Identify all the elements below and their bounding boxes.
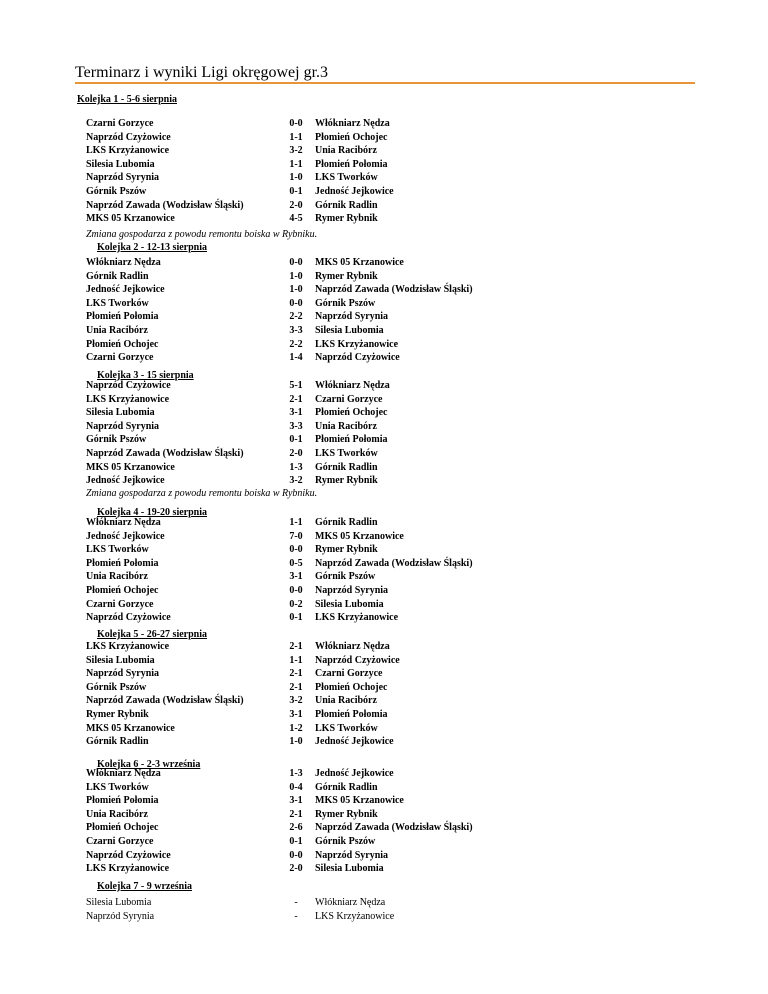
match-score: - xyxy=(294,910,298,922)
away-team: LKS Krzyżanowice xyxy=(315,338,399,350)
match-score: 1-4 xyxy=(289,352,303,364)
match-score: 0-0 xyxy=(289,849,303,861)
round-heading: Kolejka 7 - 9 września xyxy=(97,881,192,892)
match-row xyxy=(86,324,686,338)
match-score: - xyxy=(294,897,298,908)
match-score: 1-1 xyxy=(289,131,303,143)
away-team: Górnik Radlin xyxy=(315,781,378,793)
away-team: Włókniarz Nędza xyxy=(315,118,390,129)
title-divider xyxy=(75,82,695,84)
match-row xyxy=(86,474,686,488)
away-team: Płomień Ochojec xyxy=(315,407,388,419)
match-row xyxy=(86,694,686,708)
home-team: Czarni Gorzyce xyxy=(86,118,154,129)
match-row xyxy=(86,270,686,284)
away-team: Silesia Lubomia xyxy=(315,325,384,336)
away-team: LKS Krzyżanowice xyxy=(315,612,399,624)
home-team: LKS Tworków xyxy=(86,781,149,793)
match-score: 3-1 xyxy=(289,571,303,583)
match-score: 3-3 xyxy=(289,325,303,336)
match-score: 0-0 xyxy=(289,297,303,309)
match-row xyxy=(86,433,686,447)
home-team: Silesia Lubomia xyxy=(86,158,155,170)
away-team: Naprzód Syrynia xyxy=(315,311,389,323)
away-team: Górnik Radlin xyxy=(315,199,378,211)
match-row xyxy=(86,131,686,145)
home-team: Naprzód Syrynia xyxy=(86,668,160,680)
away-team: MKS 05 Krzanowice xyxy=(315,257,404,268)
match-row xyxy=(86,185,686,199)
away-team: Rymer Rybnik xyxy=(315,544,378,556)
match-row xyxy=(86,461,686,475)
round-heading: Kolejka 6 - 2-3 września xyxy=(97,759,201,770)
match-row xyxy=(86,158,686,172)
home-team: Jedność Jejkowice xyxy=(86,284,165,296)
home-team: Górnik Pszów xyxy=(86,186,147,197)
home-team: LKS Krzyżanowice xyxy=(86,641,170,652)
home-team: Jedność Jejkowice xyxy=(86,475,165,487)
home-team: Naprzód Zawada (Wodzisław Śląski) xyxy=(86,448,244,459)
home-team: MKS 05 Krzanowice xyxy=(86,461,175,473)
home-team: Płomień Połomia xyxy=(86,795,159,807)
away-team: LKS Tworków xyxy=(315,448,378,459)
home-team: Naprzód Czyżowice xyxy=(86,380,171,391)
match-score: 3-2 xyxy=(289,475,303,487)
round-heading: Kolejka 4 - 19-20 sierpnia xyxy=(97,507,207,518)
away-team: Silesia Lubomia xyxy=(315,598,384,610)
page-title: Terminarz i wyniki Ligi okręgowej gr.3 xyxy=(75,64,329,81)
home-team: LKS Tworków xyxy=(86,544,149,556)
away-team: Czarni Gorzyce xyxy=(315,393,383,405)
match-row xyxy=(86,767,686,781)
away-team: Unia Racibórz xyxy=(315,145,377,157)
match-row xyxy=(86,310,686,324)
match-score: 1-0 xyxy=(289,284,303,296)
match-score: 0-0 xyxy=(289,544,303,556)
match-row xyxy=(86,681,686,695)
match-score: 2-6 xyxy=(289,822,303,834)
match-row xyxy=(86,212,686,226)
home-team: Naprzód Zawada (Wodzisław Śląski) xyxy=(86,199,244,211)
match-score: 1-3 xyxy=(289,768,303,779)
home-team: Unia Racibórz xyxy=(86,325,148,336)
away-team: MKS 05 Krzanowice xyxy=(315,530,404,542)
away-team: Rymer Rybnik xyxy=(315,270,378,282)
away-team: Płomień Połomia xyxy=(315,709,388,720)
home-team: Płomień Ochojec xyxy=(86,338,159,350)
home-team: LKS Tworków xyxy=(86,297,149,309)
home-team: Silesia Lubomia xyxy=(86,897,152,908)
home-team: Jedność Jejkowice xyxy=(86,530,165,542)
match-row xyxy=(86,781,686,795)
match-score: 3-1 xyxy=(289,407,303,419)
match-row xyxy=(86,611,686,625)
match-score: 1-1 xyxy=(289,158,303,170)
match-row xyxy=(86,794,686,808)
home-team: Włókniarz Nędza xyxy=(86,517,161,528)
round-heading: Kolejka 3 - 15 sierpnia xyxy=(97,370,194,381)
home-team: Naprzód Syrynia xyxy=(86,172,160,184)
match-score: 3-2 xyxy=(289,695,303,707)
match-score: 1-2 xyxy=(289,722,303,734)
match-row xyxy=(86,708,686,722)
match-score: 0-1 xyxy=(289,434,303,446)
match-score: 3-2 xyxy=(289,145,303,157)
match-score: 1-0 xyxy=(289,270,303,282)
match-score: 2-1 xyxy=(289,393,303,405)
home-team: Unia Racibórz xyxy=(86,808,148,820)
away-team: LKS Krzyżanowice xyxy=(315,910,395,922)
home-team: Silesia Lubomia xyxy=(86,407,155,419)
match-score: 0-0 xyxy=(289,118,303,129)
away-team: Górnik Radlin xyxy=(315,517,378,528)
home-team: Płomień Połomia xyxy=(86,557,159,569)
away-team: Naprzód Zawada (Wodzisław Śląski) xyxy=(315,557,473,569)
match-score: 5-1 xyxy=(289,380,303,391)
match-score: 2-1 xyxy=(289,641,303,652)
match-row xyxy=(86,351,686,365)
away-team: Jedność Jejkowice xyxy=(315,768,394,779)
away-team: Włókniarz Nędza xyxy=(315,380,390,391)
match-row xyxy=(86,640,686,654)
home-team: Górnik Pszów xyxy=(86,681,147,693)
match-row xyxy=(86,722,686,736)
match-row xyxy=(86,283,686,297)
home-team: LKS Krzyżanowice xyxy=(86,863,170,875)
match-score: 1-3 xyxy=(289,461,303,473)
match-row xyxy=(86,896,686,910)
away-team: MKS 05 Krzanowice xyxy=(315,795,404,807)
home-team: Włókniarz Nędza xyxy=(86,257,161,268)
home-team: Czarni Gorzyce xyxy=(86,598,154,610)
match-score: 1-1 xyxy=(289,654,303,666)
home-team: Górnik Radlin xyxy=(86,736,149,748)
away-team: Płomień Połomia xyxy=(315,158,388,170)
match-row xyxy=(86,735,686,749)
away-team: Górnik Pszów xyxy=(315,571,376,583)
away-team: Rymer Rybnik xyxy=(315,213,378,225)
away-team: Górnik Pszów xyxy=(315,297,376,309)
away-team: Unia Racibórz xyxy=(315,420,377,432)
away-team: Jedność Jejkowice xyxy=(315,186,394,197)
match-row xyxy=(86,530,686,544)
match-row xyxy=(86,117,686,131)
match-row xyxy=(86,447,686,461)
home-team: Czarni Gorzyce xyxy=(86,836,154,847)
away-team: Górnik Radlin xyxy=(315,461,378,473)
match-score: 3-3 xyxy=(289,420,303,432)
round-heading: Kolejka 5 - 26-27 sierpnia xyxy=(97,629,207,640)
match-score: 0-2 xyxy=(289,598,303,610)
home-team: Czarni Gorzyce xyxy=(86,352,154,364)
match-row xyxy=(86,516,686,530)
away-team: Włókniarz Nędza xyxy=(315,641,390,652)
home-team: Płomień Ochojec xyxy=(86,822,159,834)
match-row xyxy=(86,598,686,612)
home-team: Włókniarz Nędza xyxy=(86,768,161,779)
away-team: Naprzód Syrynia xyxy=(315,849,389,861)
match-row xyxy=(86,256,686,270)
match-row xyxy=(86,406,686,420)
away-team: Naprzód Czyżowice xyxy=(315,654,400,666)
home-team: Rymer Rybnik xyxy=(86,709,149,720)
home-team: Naprzód Syrynia xyxy=(86,910,155,922)
match-score: 4-5 xyxy=(289,213,303,225)
match-score: 2-2 xyxy=(289,311,303,323)
home-team: Naprzód Czyżowice xyxy=(86,849,171,861)
match-row xyxy=(86,654,686,668)
match-row xyxy=(86,144,686,158)
match-row xyxy=(86,667,686,681)
home-team: MKS 05 Krzanowice xyxy=(86,213,175,225)
home-team: Naprzód Czyżowice xyxy=(86,131,171,143)
match-row xyxy=(86,835,686,849)
match-score: 2-1 xyxy=(289,668,303,680)
match-row xyxy=(86,393,686,407)
home-team: Naprzód Czyżowice xyxy=(86,612,171,624)
match-row xyxy=(86,199,686,213)
round-heading: Kolejka 2 - 12-13 sierpnia xyxy=(97,242,207,253)
away-team: Rymer Rybnik xyxy=(315,475,378,487)
match-score: 2-0 xyxy=(289,448,303,459)
match-row xyxy=(86,910,686,924)
away-team: Unia Racibórz xyxy=(315,695,377,707)
away-team: LKS Tworków xyxy=(315,722,378,734)
away-team: LKS Tworków xyxy=(315,172,378,184)
away-team: Płomień Połomia xyxy=(315,434,388,446)
away-team: Płomień Ochojec xyxy=(315,681,388,693)
match-row xyxy=(86,171,686,185)
away-team: Płomień Ochojec xyxy=(315,131,388,143)
home-team: Płomień Ochojec xyxy=(86,585,159,596)
away-team: Włókniarz Nędza xyxy=(315,897,386,908)
match-score: 2-1 xyxy=(289,808,303,820)
match-row xyxy=(86,584,686,598)
match-score: 1-0 xyxy=(289,736,303,748)
match-row xyxy=(86,821,686,835)
round-heading: Kolejka 1 - 5-6 sierpnia xyxy=(77,94,177,105)
home-team: Silesia Lubomia xyxy=(86,654,155,666)
home-team: Płomień Połomia xyxy=(86,311,159,323)
match-score: 2-0 xyxy=(289,863,303,875)
match-row xyxy=(86,808,686,822)
match-score: 2-2 xyxy=(289,338,303,350)
match-row xyxy=(86,557,686,571)
match-row xyxy=(86,862,686,876)
match-score: 7-0 xyxy=(289,530,303,542)
match-score: 0-1 xyxy=(289,186,303,197)
match-score: 2-0 xyxy=(289,199,303,211)
away-team: Silesia Lubomia xyxy=(315,863,384,875)
round-note: Zmiana gospodarza z powodu remontu boiska w Rybniku. xyxy=(86,229,318,240)
match-row xyxy=(86,543,686,557)
match-score: 0-1 xyxy=(289,612,303,624)
away-team: Górnik Pszów xyxy=(315,836,376,847)
away-team: Naprzód Zawada (Wodzisław Śląski) xyxy=(315,284,473,296)
match-score: 3-1 xyxy=(289,795,303,807)
away-team: Rymer Rybnik xyxy=(315,808,378,820)
away-team: Naprzód Czyżowice xyxy=(315,352,400,364)
match-score: 0-4 xyxy=(289,781,303,793)
home-team: Górnik Pszów xyxy=(86,434,147,446)
match-score: 3-1 xyxy=(289,709,303,720)
match-score: 1-1 xyxy=(289,517,303,528)
home-team: LKS Krzyżanowice xyxy=(86,145,170,157)
home-team: Górnik Radlin xyxy=(86,270,149,282)
match-row xyxy=(86,379,686,393)
match-row xyxy=(86,420,686,434)
match-score: 2-1 xyxy=(289,681,303,693)
match-row xyxy=(86,338,686,352)
home-team: LKS Krzyżanowice xyxy=(86,393,170,405)
away-team: Jedność Jejkowice xyxy=(315,736,394,748)
match-score: 0-0 xyxy=(289,585,303,596)
home-team: Naprzód Syrynia xyxy=(86,420,160,432)
round-note: Zmiana gospodarza z powodu remontu boiska w Rybniku. xyxy=(86,488,318,499)
match-row xyxy=(86,849,686,863)
match-score: 1-0 xyxy=(289,172,303,184)
match-score: 0-0 xyxy=(289,257,303,268)
match-score: 0-1 xyxy=(289,836,303,847)
match-row xyxy=(86,570,686,584)
away-team: Naprzód Syrynia xyxy=(315,585,389,596)
home-team: Naprzód Zawada (Wodzisław Śląski) xyxy=(86,695,244,707)
away-team: Naprzód Zawada (Wodzisław Śląski) xyxy=(315,822,473,834)
match-row xyxy=(86,297,686,311)
away-team: Czarni Gorzyce xyxy=(315,668,383,680)
match-score: 0-5 xyxy=(289,557,303,569)
home-team: Unia Racibórz xyxy=(86,571,148,583)
home-team: MKS 05 Krzanowice xyxy=(86,722,175,734)
